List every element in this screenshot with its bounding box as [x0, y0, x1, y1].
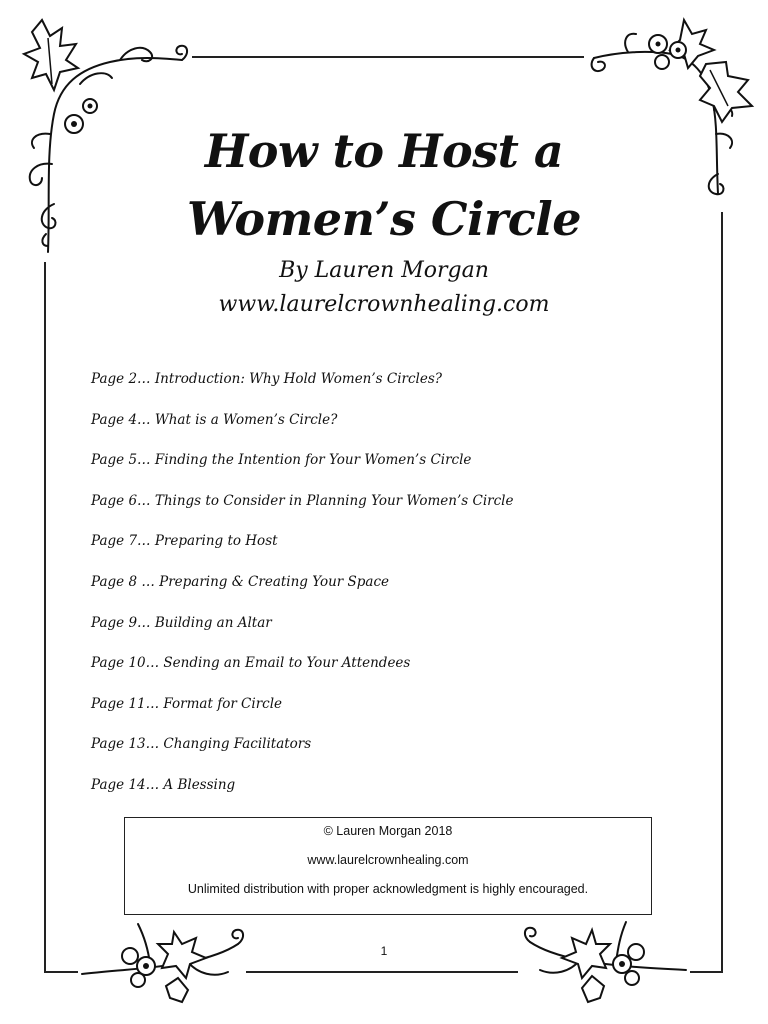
frame-left-line	[44, 262, 46, 972]
frame-top-line	[192, 56, 584, 58]
frame-bottom-right-stub	[690, 971, 723, 973]
page-number: 1	[380, 944, 388, 958]
toc-entry: Page 11… Format for Circle	[91, 695, 283, 712]
website-line: www.laurelcrownhealing.com	[218, 292, 550, 317]
document-title-line-1: How to Host a	[204, 124, 564, 178]
toc-entry: Page 9… Building an Altar	[91, 614, 272, 631]
toc-entry: Page 4… What is a Women’s Circle?	[91, 411, 338, 428]
document-title-line-2: Women’s Circle	[187, 192, 581, 246]
frame-bottom-line	[246, 971, 518, 973]
copyright-box	[124, 817, 652, 915]
toc-entry: Page 13… Changing Facilitators	[91, 736, 312, 753]
author-line: By Lauren Morgan	[279, 258, 489, 283]
toc-entry: Page 8 … Preparing & Creating Your Space	[91, 573, 390, 590]
toc-entry: Page 5… Finding the Intention for Your Women’s Circle	[91, 452, 472, 469]
table-of-contents	[91, 368, 691, 815]
floral-leaf-flourish-icon	[78, 918, 248, 1008]
frame-right-line	[721, 212, 723, 972]
copyright-text: © Lauren Morgan 2018	[323, 824, 453, 838]
toc-entry: Page 7… Preparing to Host	[91, 533, 278, 550]
frame-bottom-left-stub	[44, 971, 78, 973]
toc-entry: Page 2… Introduction: Why Hold Women’s Circles?	[91, 371, 443, 387]
copyright-website: www.laurelcrownhealing.com	[307, 853, 469, 867]
distribution-notice: Unlimited distribution with proper acknowledgment is highly encouraged.	[187, 882, 589, 896]
toc-entry: Page 14… A Blessing	[91, 776, 236, 793]
floral-leaf-flourish-icon	[518, 918, 690, 1008]
toc-entry: Page 10… Sending an Email to Your Attendees	[91, 655, 411, 672]
floral-berry-corner-icon	[588, 14, 758, 214]
toc-entry: Page 6… Things to Consider in Planning Your Women’s Circle	[91, 492, 514, 509]
